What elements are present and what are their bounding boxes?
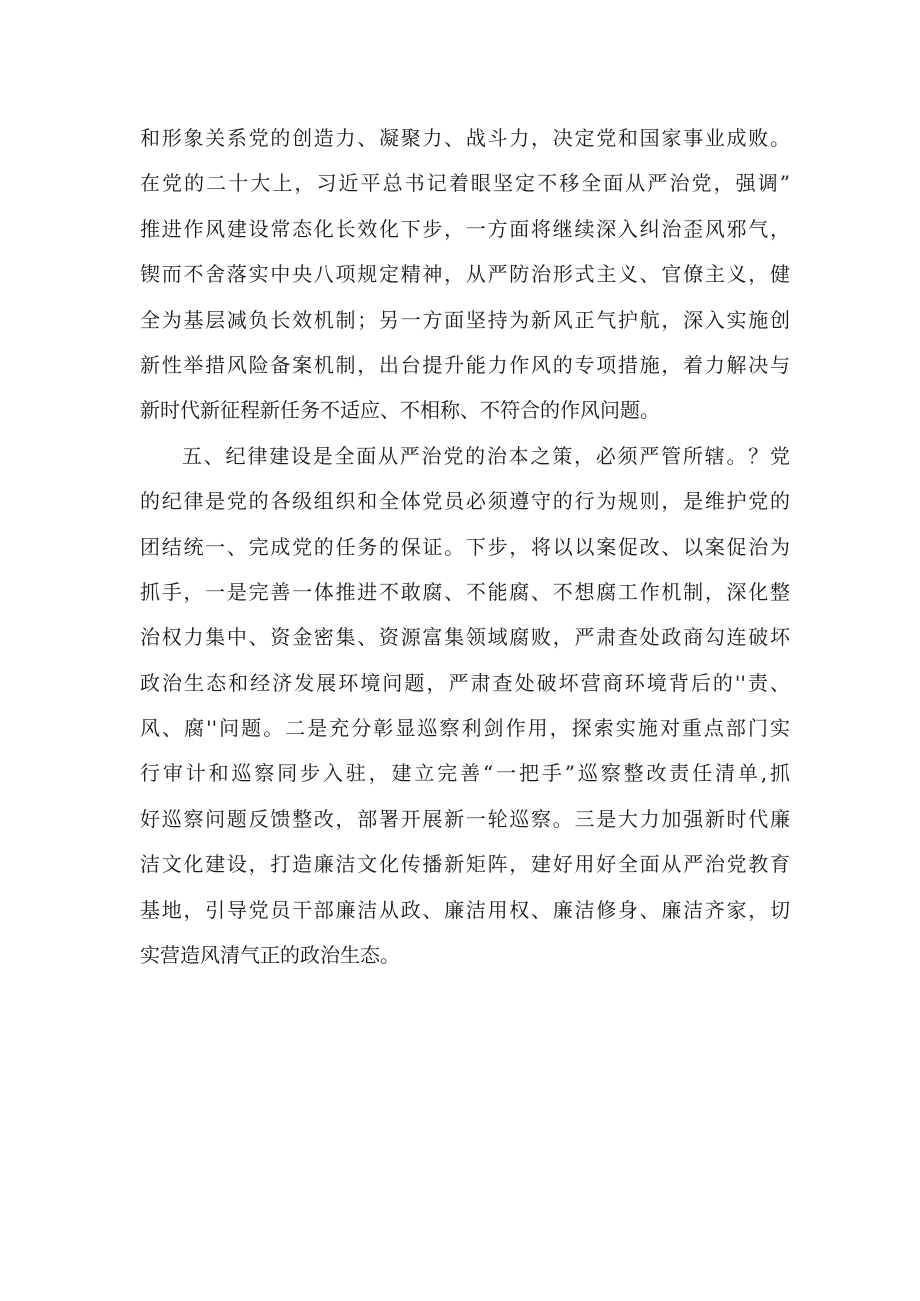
body-text	[140, 116, 790, 978]
text-line: 实营造风清气正的政治生态。	[140, 943, 400, 968]
text-line: 基地，引导党员干部廉洁从政、廉洁用权、廉洁修身、廉洁齐家，切	[140, 897, 790, 922]
text-line: 新时代新征程新任务不适应、不相称、不符合的作风问题。	[140, 398, 660, 423]
text-line: 的纪律是党的各级组织和全体党员必须遵守的行为规则，是维护党的	[140, 489, 790, 514]
text-line: 风、腐''问题。二是充分彰显巡察利剑作用，探索实施对重点部门实	[140, 716, 790, 741]
text-line: 行审计和巡察同步入驻，建立完善“一把手”巡察整改责任清单,抓	[140, 761, 790, 786]
text-line: 在党的二十大上，习近平总书记着眼坚定不移全面从严治党，强调”	[140, 171, 790, 196]
text-line: 全为基层减负长效机制；另一方面坚持为新风正气护航，深入实施创	[140, 307, 790, 332]
text-line: 洁文化建设，打造廉洁文化传播新矩阵，建好用好全面从严治党教育	[140, 852, 790, 877]
text-line: 新性举措风险备案机制，出台提升能力作风的专项措施，着力解决与	[140, 352, 790, 377]
text-line: 治权力集中、资金密集、资源富集领域腐败，严肃查处政商勾连破坏	[140, 625, 790, 650]
text-line: 政治生态和经济发展环境问题，严肃查处破坏营商环境背后的''责、	[140, 670, 790, 695]
text-line: 团结统一、完成党的任务的保证。下步，将以以案促改、以案促治为	[140, 534, 790, 559]
text-line: 推进作风建设常态化长效化下步，一方面将继续深入纠治歪风邪气，	[140, 216, 790, 241]
paragraph-start-line: 五、纪律建设是全面从严治党的治本之策，必须严管所辖。？党	[182, 443, 790, 468]
text-line: 锲而不舍落实中央八项规定精神，从严防治形式主义、官僚主义，健	[140, 262, 790, 287]
text-line: 抓手，一是完善一体推进不敢腐、不能腐、不想腐工作机制，深化整	[140, 579, 790, 604]
text-line: 好巡察问题反馈整改，部署开展新一轮巡察。三是大力加强新时代廉	[140, 806, 790, 831]
text-line: 和形象关系党的创造力、凝聚力、战斗力，决定党和国家事业成败。	[140, 126, 790, 150]
